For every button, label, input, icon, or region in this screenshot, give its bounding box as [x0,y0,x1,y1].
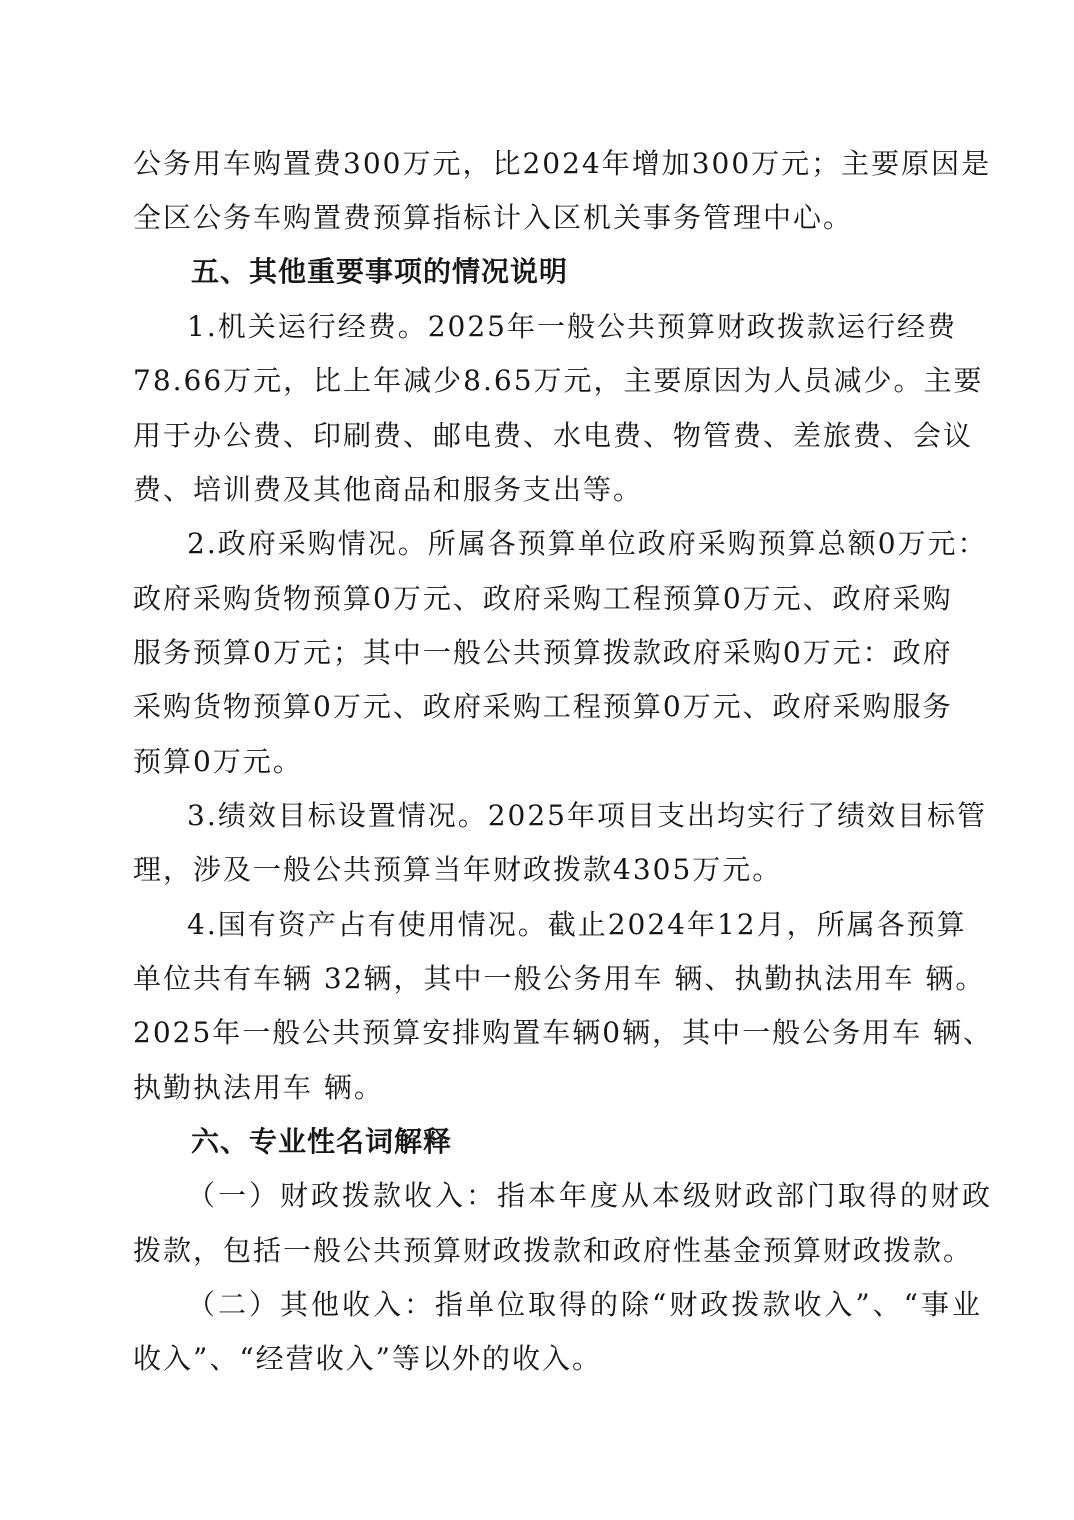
item-2-line-4: 采购货物预算0万元、政府采购工程预算0万元、政府采购服务 [133,690,953,723]
term-2-line-2: 收入”、“经营收入”等以外的收入。 [133,1342,602,1375]
item-1-line-1: 1.机关运行经费。2025年一般公共预算财政拨款运行经费 [187,310,957,343]
item-2-line-3: 服务预算0万元；其中一般公共预算拨款政府采购0万元：政府 [133,636,953,669]
term-1-line-1: （一）财政拨款收入：指本年度从本级财政部门取得的财政 [187,1179,994,1212]
item-3-line-2: 理，涉及一般公共预算当年财政拨款4305万元。 [133,853,783,886]
term-1-line-2: 拨款，包括一般公共预算财政拨款和政府性基金预算财政拨款。 [133,1234,974,1267]
item-4-line-1: 4.国有资产占有使用情况。截止2024年12月，所属各预算 [187,908,967,941]
section-heading-5: 五、其他重要事项的情况说明 [191,255,569,288]
item-4-line-4: 执勤执法用车 辆。 [133,1071,384,1104]
text-line-2: 全区公务车购置费预算指标计入区机关事务管理中心。 [133,201,854,234]
item-2-line-1: 2.政府采购情况。所属各预算单位政府采购预算总额0万元： [187,527,988,560]
item-4-line-2: 单位共有车辆 32辆，其中一般公务用车 辆、执勤执法用车 辆。 [133,962,986,995]
term-2-line-1: （二）其他收入：指单位取得的除“财政拨款收入”、“事业 [187,1288,983,1321]
item-3-line-1: 3.绩效目标设置情况。2025年项目支出均实行了绩效目标管 [187,799,987,832]
item-1-line-4: 费、培训费及其他商品和服务支出等。 [133,473,644,506]
item-4-line-3: 2025年一般公共预算安排购置车辆0辆，其中一般公务用车 辆、 [133,1016,993,1049]
item-2-line-5: 预算0万元。 [133,745,303,778]
item-2-line-2: 政府采购货物预算0万元、政府采购工程预算0万元、政府采购 [133,582,953,615]
item-1-line-3: 用于办公费、印刷费、邮电费、水电费、物管费、差旅费、会议 [133,419,974,452]
item-1-line-2: 78.66万元，比上年减少8.65万元，主要原因为人员减少。主要 [133,364,984,397]
text-line-1: 公务用车购置费300万元，比2024年增加300万元；主要原因是 [133,147,992,180]
section-heading-6: 六、专业性名词解释 [191,1125,453,1158]
